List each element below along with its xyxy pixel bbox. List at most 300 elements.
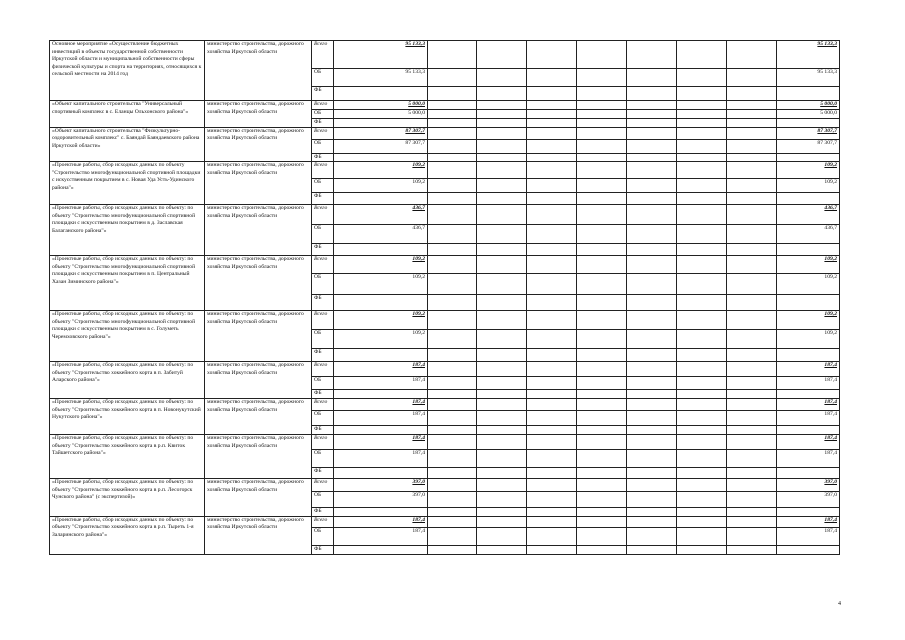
empty-cell xyxy=(334,153,428,162)
event-description: «Проектные работы, сбор исходных данных по объекту: по объекту "Строительство хоккейного корта в р.п. Лесогорск Чунского района" (с экспертизой)» xyxy=(50,479,205,517)
empty-cell xyxy=(577,153,627,162)
responsible-organization: министерство строительства, дорожного хозяйства Иркутской области xyxy=(205,435,312,479)
event-description: «Проектные работы, сбор исходных данных по объекту: по объекту "Строительство хоккейного корта в п. Новонукутский Нукутского района"» xyxy=(50,399,205,435)
empty-cell xyxy=(677,411,727,426)
empty-cell xyxy=(627,479,677,492)
ob-value: 187,4 xyxy=(334,377,428,390)
funding-label-fb: ФБ xyxy=(312,390,334,399)
empty-cell xyxy=(477,349,527,362)
empty-cell xyxy=(627,153,677,162)
empty-cell xyxy=(577,450,627,468)
total-value: 87 307,7 xyxy=(334,127,428,139)
empty-cell xyxy=(477,205,527,225)
empty-cell xyxy=(428,311,477,330)
empty-cell xyxy=(677,516,727,527)
funding-label-fb: ФБ xyxy=(312,426,334,435)
empty-cell xyxy=(477,69,527,87)
total-sum: 5 000,0 xyxy=(777,101,840,110)
funding-label-fb: ФБ xyxy=(312,153,334,162)
empty-cell xyxy=(727,330,777,349)
total-value: 187,4 xyxy=(334,435,428,450)
ob-sum: 109,2 xyxy=(777,330,840,349)
empty-cell xyxy=(727,153,777,162)
empty-cell xyxy=(428,244,477,256)
empty-cell xyxy=(677,225,727,244)
empty-cell xyxy=(727,508,777,517)
empty-cell xyxy=(527,127,577,139)
empty-cell xyxy=(677,110,727,119)
empty-cell xyxy=(727,468,777,479)
empty-cell xyxy=(727,516,777,527)
empty-cell xyxy=(677,545,727,554)
empty-cell xyxy=(627,87,677,101)
empty-cell xyxy=(477,119,527,128)
empty-cell xyxy=(627,101,677,110)
empty-cell xyxy=(577,349,627,362)
empty-cell xyxy=(477,492,527,508)
empty-cell xyxy=(477,399,527,411)
empty-cell xyxy=(677,41,727,69)
empty-cell xyxy=(677,295,727,311)
empty-cell xyxy=(627,450,677,468)
empty-cell xyxy=(577,527,627,545)
empty-cell xyxy=(527,119,577,128)
empty-cell xyxy=(777,193,840,205)
empty-cell xyxy=(428,468,477,479)
empty-cell xyxy=(527,311,577,330)
empty-cell xyxy=(477,411,527,426)
empty-cell xyxy=(577,468,627,479)
funding-label-total: Всего xyxy=(312,479,334,492)
empty-cell xyxy=(527,435,577,450)
total-value: 187,4 xyxy=(334,399,428,411)
empty-cell xyxy=(477,127,527,139)
total-sum: 187,4 xyxy=(777,516,840,527)
empty-cell xyxy=(677,119,727,128)
empty-cell xyxy=(727,179,777,193)
table-row xyxy=(50,399,840,411)
empty-cell xyxy=(677,330,727,349)
event-description: «Проектные работы, сбор исходных данных по объекту: по объекту "Строительство многофункциональной спортивной площадки с искусственным покрытием в д. Заславская Балаганского района"» xyxy=(50,205,205,256)
total-sum: 87 307,7 xyxy=(777,127,840,139)
empty-cell xyxy=(477,87,527,101)
empty-cell xyxy=(477,468,527,479)
empty-cell xyxy=(727,362,777,377)
empty-cell xyxy=(428,193,477,205)
funding-label-fb: ФБ xyxy=(312,193,334,205)
funding-label-ob: ОБ xyxy=(312,69,334,87)
empty-cell xyxy=(727,119,777,128)
empty-cell xyxy=(428,527,477,545)
funding-label-ob: ОБ xyxy=(312,377,334,390)
empty-cell xyxy=(627,193,677,205)
table-row xyxy=(50,435,840,450)
funding-label-ob: ОБ xyxy=(312,110,334,119)
empty-cell xyxy=(527,179,577,193)
empty-cell xyxy=(527,256,577,274)
empty-cell xyxy=(334,426,428,435)
empty-cell xyxy=(428,399,477,411)
empty-cell xyxy=(428,349,477,362)
empty-cell xyxy=(527,193,577,205)
empty-cell xyxy=(477,244,527,256)
empty-cell xyxy=(677,205,727,225)
empty-cell xyxy=(527,411,577,426)
empty-cell xyxy=(727,256,777,274)
ob-value: 87 307,7 xyxy=(334,139,428,153)
empty-cell xyxy=(727,399,777,411)
empty-cell xyxy=(428,450,477,468)
empty-cell xyxy=(627,426,677,435)
empty-cell xyxy=(527,205,577,225)
empty-cell xyxy=(727,205,777,225)
empty-cell xyxy=(428,87,477,101)
empty-cell xyxy=(777,545,840,554)
empty-cell xyxy=(527,479,577,492)
empty-cell xyxy=(527,41,577,69)
empty-cell xyxy=(477,295,527,311)
total-value: 95 133,3 xyxy=(334,41,428,69)
responsible-organization: министерство строительства, дорожного хозяйства Иркутской области xyxy=(205,516,312,554)
responsible-organization: министерство строительства, дорожного хозяйства Иркутской области xyxy=(205,256,312,311)
funding-label-total: Всего xyxy=(312,311,334,330)
empty-cell xyxy=(727,110,777,119)
empty-cell xyxy=(477,362,527,377)
empty-cell xyxy=(627,256,677,274)
table-row xyxy=(50,205,840,225)
empty-cell xyxy=(334,390,428,399)
empty-cell xyxy=(627,508,677,517)
empty-cell xyxy=(577,508,627,517)
empty-cell xyxy=(677,101,727,110)
responsible-organization: министерство строительства, дорожного хозяйства Иркутской области xyxy=(205,479,312,517)
funding-label-fb: ФБ xyxy=(312,349,334,362)
table-row xyxy=(50,311,840,330)
empty-cell xyxy=(677,508,727,517)
event-description: «Проектные работы, сбор исходных данных по объекту: по объекту "Строительство многофункциональной спортивной площадки с искусственным покрытием в п. Центральный Хазан Зиминского района"» xyxy=(50,256,205,311)
empty-cell xyxy=(677,153,727,162)
empty-cell xyxy=(577,435,627,450)
empty-cell xyxy=(777,426,840,435)
table-row xyxy=(50,256,840,274)
empty-cell xyxy=(428,508,477,517)
total-value: 187,4 xyxy=(334,362,428,377)
empty-cell xyxy=(527,87,577,101)
empty-cell xyxy=(527,468,577,479)
funding-label-ob: ОБ xyxy=(312,492,334,508)
total-sum: 95 133,3 xyxy=(777,41,840,69)
ob-sum: 397,0 xyxy=(777,492,840,508)
empty-cell xyxy=(627,179,677,193)
ob-sum: 187,4 xyxy=(777,377,840,390)
empty-cell xyxy=(428,426,477,435)
empty-cell xyxy=(428,390,477,399)
funding-label-total: Всего xyxy=(312,516,334,527)
empty-cell xyxy=(477,274,527,295)
empty-cell xyxy=(477,527,527,545)
empty-cell xyxy=(677,435,727,450)
empty-cell xyxy=(627,330,677,349)
funding-label-ob: ОБ xyxy=(312,411,334,426)
funding-label-total: Всего xyxy=(312,399,334,411)
empty-cell xyxy=(727,127,777,139)
funding-label-total: Всего xyxy=(312,127,334,139)
empty-cell xyxy=(727,479,777,492)
empty-cell xyxy=(477,479,527,492)
funding-label-total: Всего xyxy=(312,435,334,450)
empty-cell xyxy=(428,330,477,349)
empty-cell xyxy=(627,295,677,311)
event-description: «Объект капитального строительства "Универсальный спортивный комплекс в с. Еланцы Ольхонского района"» xyxy=(50,101,205,128)
empty-cell xyxy=(527,274,577,295)
empty-cell xyxy=(577,127,627,139)
empty-cell xyxy=(428,110,477,119)
empty-cell xyxy=(477,162,527,179)
empty-cell xyxy=(677,362,727,377)
total-sum: 187,4 xyxy=(777,399,840,411)
empty-cell xyxy=(334,349,428,362)
empty-cell xyxy=(577,139,627,153)
empty-cell xyxy=(627,110,677,119)
empty-cell xyxy=(577,101,627,110)
empty-cell xyxy=(577,69,627,87)
empty-cell xyxy=(477,41,527,69)
empty-cell xyxy=(577,492,627,508)
empty-cell xyxy=(627,390,677,399)
total-sum: 397,0 xyxy=(777,479,840,492)
funding-label-total: Всего xyxy=(312,256,334,274)
empty-cell xyxy=(527,162,577,179)
empty-cell xyxy=(727,274,777,295)
responsible-organization: министерство строительства, дорожного хозяйства Иркутской области xyxy=(205,127,312,162)
empty-cell xyxy=(727,545,777,554)
empty-cell xyxy=(527,153,577,162)
empty-cell xyxy=(477,330,527,349)
empty-cell xyxy=(627,435,677,450)
empty-cell xyxy=(577,179,627,193)
ob-sum: 187,4 xyxy=(777,450,840,468)
funding-label-ob: ОБ xyxy=(312,330,334,349)
funding-label-fb: ФБ xyxy=(312,87,334,101)
empty-cell xyxy=(627,545,677,554)
budget-table xyxy=(49,40,840,555)
empty-cell xyxy=(477,311,527,330)
empty-cell xyxy=(428,295,477,311)
empty-cell xyxy=(577,87,627,101)
empty-cell xyxy=(727,244,777,256)
empty-cell xyxy=(428,377,477,390)
empty-cell xyxy=(428,411,477,426)
empty-cell xyxy=(428,274,477,295)
ob-value: 95 133,3 xyxy=(334,69,428,87)
empty-cell xyxy=(627,349,677,362)
empty-cell xyxy=(627,516,677,527)
table-row xyxy=(50,162,840,179)
empty-cell xyxy=(677,179,727,193)
empty-cell xyxy=(727,162,777,179)
empty-cell xyxy=(577,399,627,411)
empty-cell xyxy=(334,87,428,101)
empty-cell xyxy=(777,87,840,101)
empty-cell xyxy=(577,362,627,377)
empty-cell xyxy=(477,450,527,468)
empty-cell xyxy=(577,330,627,349)
empty-cell xyxy=(727,87,777,101)
empty-cell xyxy=(577,119,627,128)
empty-cell xyxy=(477,256,527,274)
empty-cell xyxy=(777,390,840,399)
empty-cell xyxy=(577,411,627,426)
empty-cell xyxy=(577,41,627,69)
empty-cell xyxy=(577,244,627,256)
empty-cell xyxy=(334,295,428,311)
empty-cell xyxy=(334,244,428,256)
total-value: 397,0 xyxy=(334,479,428,492)
event-description: «Проектные работы, сбор исходных данных по объекту: по объекту "Строительство хоккейного корта в р.п. Квиток Тайшетского района"» xyxy=(50,435,205,479)
empty-cell xyxy=(677,311,727,330)
empty-cell xyxy=(727,139,777,153)
empty-cell xyxy=(727,193,777,205)
empty-cell xyxy=(577,390,627,399)
empty-cell xyxy=(577,545,627,554)
empty-cell xyxy=(677,479,727,492)
empty-cell xyxy=(577,110,627,119)
ob-value: 397,0 xyxy=(334,492,428,508)
empty-cell xyxy=(677,127,727,139)
table-row xyxy=(50,479,840,492)
empty-cell xyxy=(428,516,477,527)
table-row xyxy=(50,516,840,527)
empty-cell xyxy=(627,399,677,411)
table-row xyxy=(50,101,840,110)
empty-cell xyxy=(527,330,577,349)
funding-label-fb: ФБ xyxy=(312,545,334,554)
empty-cell xyxy=(477,435,527,450)
empty-cell xyxy=(627,139,677,153)
empty-cell xyxy=(577,377,627,390)
responsible-organization: министерство строительства, дорожного хозяйства Иркутской области xyxy=(205,41,312,101)
empty-cell xyxy=(527,225,577,244)
funding-label-ob: ОБ xyxy=(312,450,334,468)
empty-cell xyxy=(677,244,727,256)
empty-cell xyxy=(627,362,677,377)
ob-value: 436,7 xyxy=(334,225,428,244)
empty-cell xyxy=(477,101,527,110)
empty-cell xyxy=(477,110,527,119)
empty-cell xyxy=(577,426,627,435)
ob-sum: 187,4 xyxy=(777,527,840,545)
empty-cell xyxy=(428,256,477,274)
empty-cell xyxy=(334,468,428,479)
empty-cell xyxy=(577,516,627,527)
empty-cell xyxy=(577,311,627,330)
empty-cell xyxy=(627,274,677,295)
empty-cell xyxy=(527,244,577,256)
empty-cell xyxy=(727,450,777,468)
empty-cell xyxy=(577,225,627,244)
empty-cell xyxy=(428,139,477,153)
empty-cell xyxy=(727,311,777,330)
empty-cell xyxy=(677,426,727,435)
total-sum: 109,2 xyxy=(777,311,840,330)
total-sum: 436,7 xyxy=(777,205,840,225)
empty-cell xyxy=(428,153,477,162)
empty-cell xyxy=(627,69,677,87)
page-number: 4 xyxy=(838,601,841,607)
empty-cell xyxy=(428,127,477,139)
ob-sum: 187,4 xyxy=(777,411,840,426)
total-sum: 109,2 xyxy=(777,256,840,274)
empty-cell xyxy=(477,390,527,399)
ob-value: 187,4 xyxy=(334,411,428,426)
ob-sum: 5 000,0 xyxy=(777,110,840,119)
empty-cell xyxy=(527,349,577,362)
empty-cell xyxy=(777,468,840,479)
empty-cell xyxy=(677,450,727,468)
responsible-organization: министерство строительства, дорожного хозяйства Иркутской области xyxy=(205,205,312,256)
ob-sum: 87 307,7 xyxy=(777,139,840,153)
total-value: 109,2 xyxy=(334,256,428,274)
funding-label-total: Всего xyxy=(312,101,334,110)
empty-cell xyxy=(527,399,577,411)
empty-cell xyxy=(627,205,677,225)
empty-cell xyxy=(677,377,727,390)
empty-cell xyxy=(527,527,577,545)
empty-cell xyxy=(777,295,840,311)
ob-sum: 109,2 xyxy=(777,274,840,295)
ob-value: 109,2 xyxy=(334,274,428,295)
empty-cell xyxy=(428,101,477,110)
empty-cell xyxy=(428,179,477,193)
empty-cell xyxy=(677,390,727,399)
empty-cell xyxy=(428,162,477,179)
empty-cell xyxy=(727,69,777,87)
empty-cell xyxy=(577,193,627,205)
empty-cell xyxy=(677,139,727,153)
total-sum: 187,4 xyxy=(777,362,840,377)
empty-cell xyxy=(677,193,727,205)
empty-cell xyxy=(577,256,627,274)
empty-cell xyxy=(527,139,577,153)
responsible-organization: министерство строительства, дорожного хозяйства Иркутской области xyxy=(205,399,312,435)
empty-cell xyxy=(527,516,577,527)
empty-cell xyxy=(577,274,627,295)
total-sum: 187,4 xyxy=(777,435,840,450)
empty-cell xyxy=(477,545,527,554)
empty-cell xyxy=(677,527,727,545)
empty-cell xyxy=(627,41,677,69)
responsible-organization: министерство строительства, дорожного хозяйства Иркутской области xyxy=(205,101,312,128)
empty-cell xyxy=(527,450,577,468)
event-description: «Проектные работы, сбор исходных данных по объекту: по объекту "Строительство хоккейного корта в р.п. Тыреть 1-я Заларинского района"» xyxy=(50,516,205,554)
empty-cell xyxy=(727,101,777,110)
empty-cell xyxy=(527,295,577,311)
empty-cell xyxy=(777,508,840,517)
empty-cell xyxy=(727,426,777,435)
total-value: 187,4 xyxy=(334,516,428,527)
empty-cell xyxy=(577,295,627,311)
event-description: «Объект капитального строительства "Физкультурно-оздоровительный комплекс" с. Баяндай Баяндаевского района Иркутской области» xyxy=(50,127,205,162)
empty-cell xyxy=(477,193,527,205)
empty-cell xyxy=(527,492,577,508)
empty-cell xyxy=(577,479,627,492)
empty-cell xyxy=(677,87,727,101)
ob-value: 187,4 xyxy=(334,450,428,468)
funding-label-fb: ФБ xyxy=(312,244,334,256)
empty-cell xyxy=(334,119,428,128)
empty-cell xyxy=(577,162,627,179)
empty-cell xyxy=(627,377,677,390)
